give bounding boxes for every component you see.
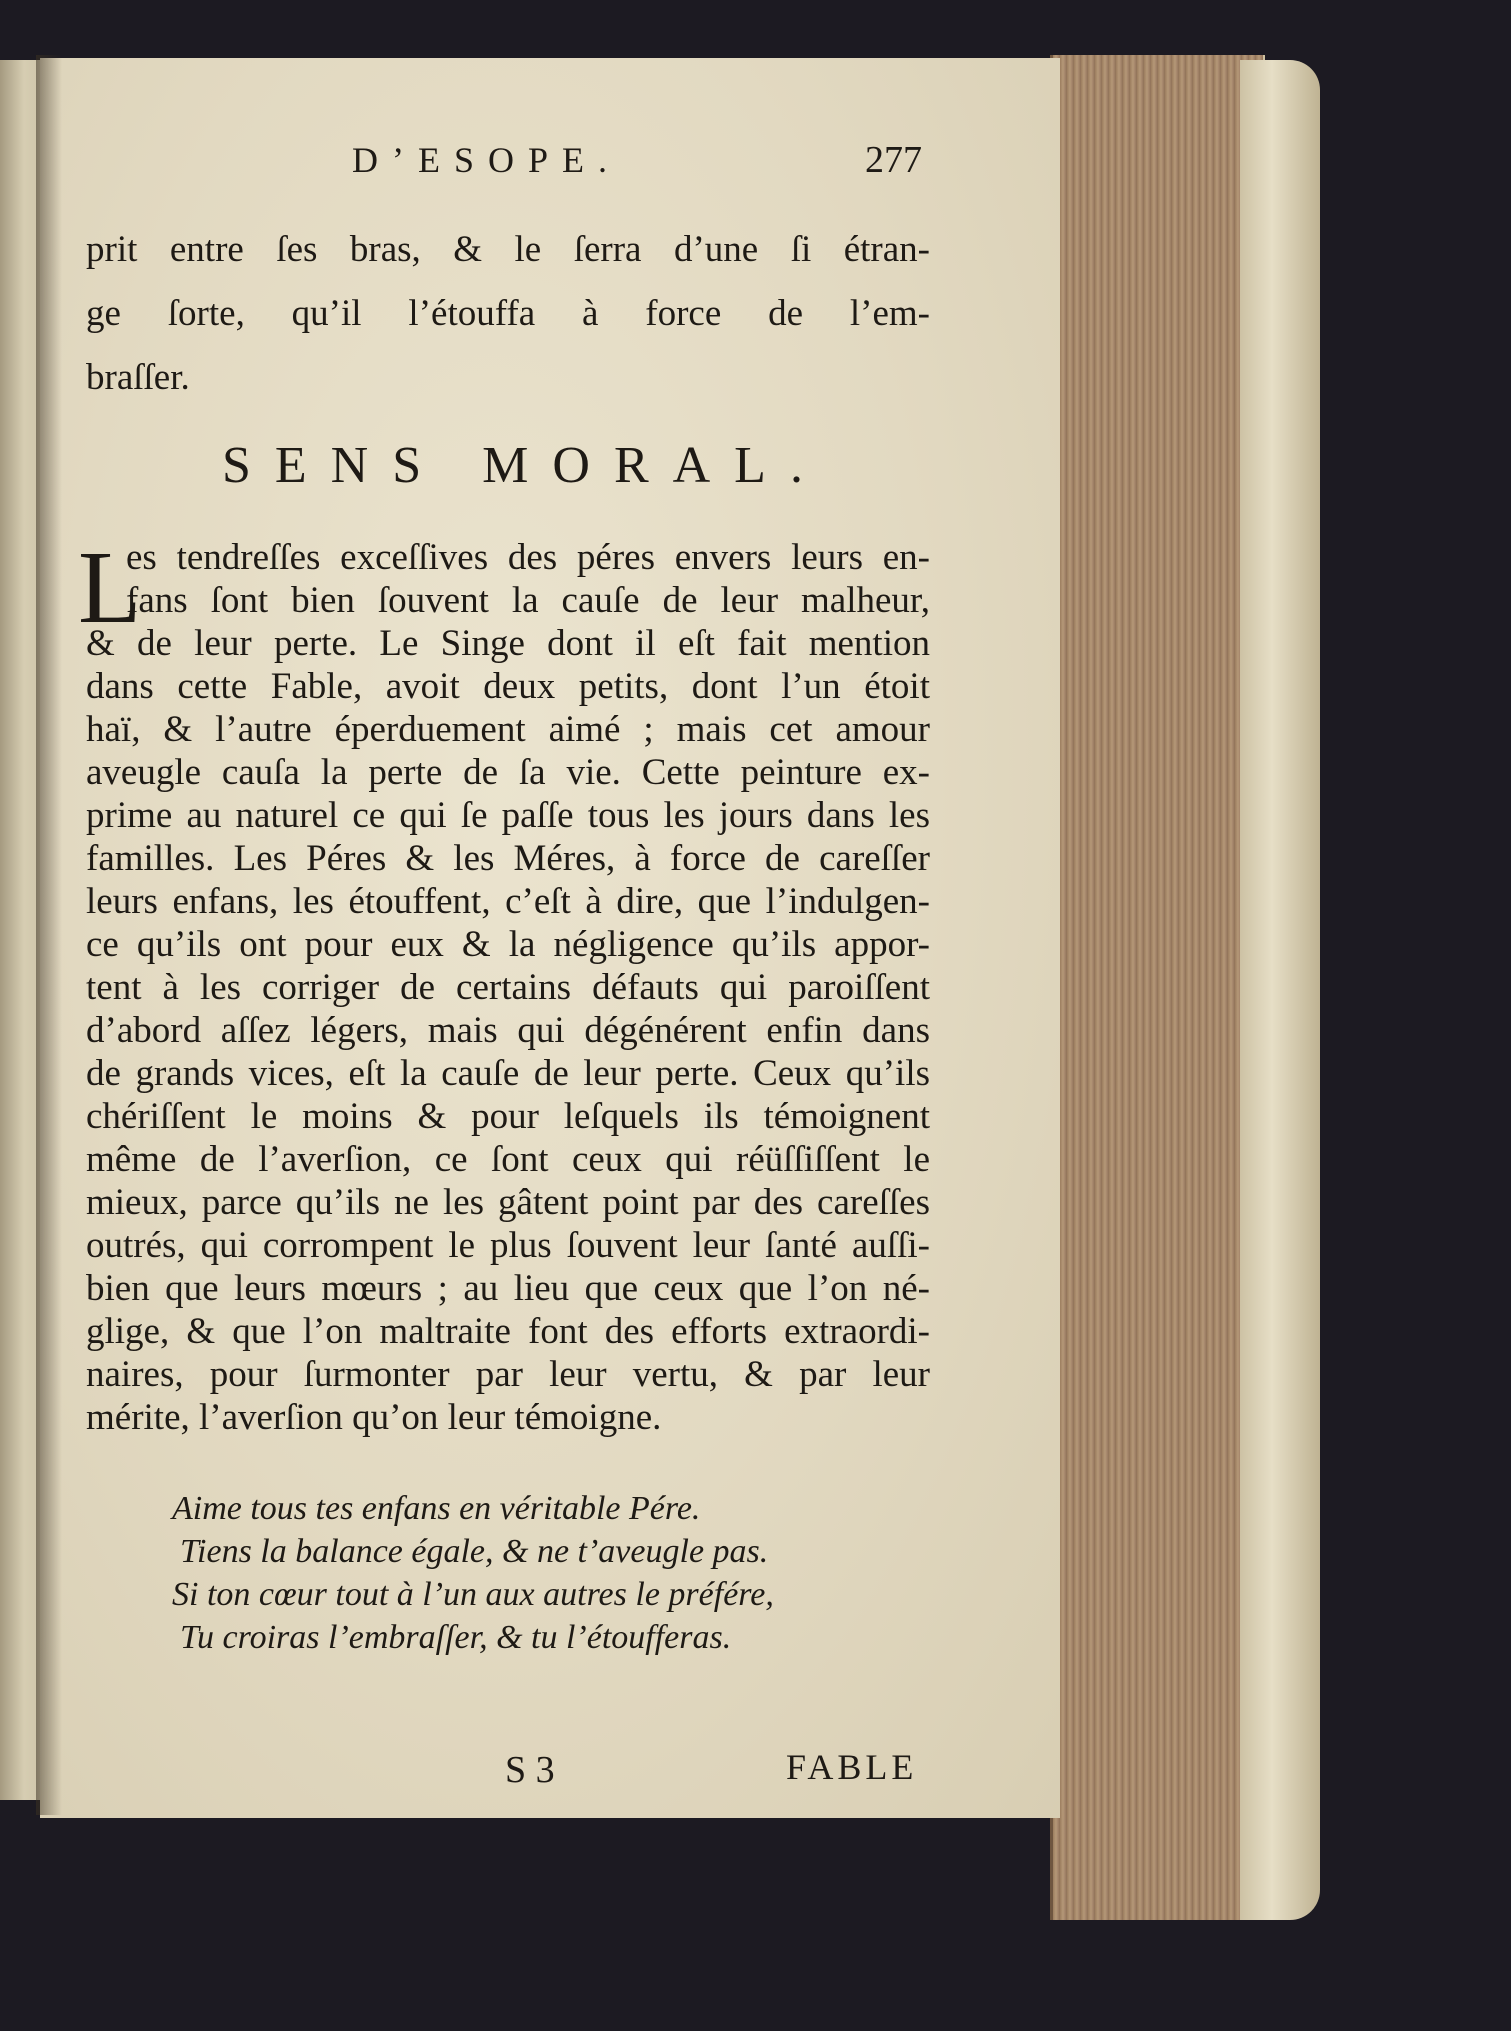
- running-head: D’ESOPE.: [352, 140, 622, 180]
- verse-line: Si ton cœur tout à l’un aux autres le préfére,: [172, 1576, 774, 1613]
- text-line: mieux, parce qu’ils ne les gâtent point par des careſſes: [86, 1182, 930, 1223]
- text-line: tent à les corriger de certains défauts qui paroiſſent: [86, 967, 930, 1008]
- text-line: ce qu’ils ont pour eux & la négligence qu’ils appor-: [86, 924, 930, 965]
- text-line: glige, & que l’on maltraite font des efforts extraordi-: [86, 1311, 930, 1352]
- section-heading: SENS MORAL.: [222, 437, 827, 494]
- text-line: chériſſent le moins & pour leſquels ils témoignent: [86, 1096, 930, 1137]
- verse-line: Tiens la balance égale, & ne t’aveugle pas.: [180, 1533, 769, 1570]
- page-block-edges: [1050, 55, 1265, 1920]
- text-line: familles. Les Péres & les Méres, à force de careſſer: [86, 838, 930, 879]
- gutter-shadow: [36, 55, 62, 1815]
- text-line: es tendreſſes exceſſives des péres envers leurs en-: [126, 537, 930, 578]
- verse-line: Aime tous tes enfans en véritable Pére.: [172, 1490, 701, 1527]
- parchment-binding: [1240, 60, 1320, 1920]
- verse-line: Tu croiras l’embraſſer, & tu l’étoufferas.: [180, 1619, 732, 1656]
- catchword: FABLE: [786, 1747, 918, 1787]
- text-line: mérite, l’averſion qu’on leur témoigne.: [86, 1397, 662, 1438]
- page-number: 277: [865, 139, 922, 181]
- text-line: de grands vices, eſt la cauſe de leur perte. Ceux qu’ils: [86, 1053, 930, 1094]
- text-line: braſſer.: [86, 357, 190, 398]
- text-line: & de leur perte. Le Singe dont il eſt fait mention: [86, 623, 930, 664]
- text-line: même de l’averſion, ce ſont ceux qui réüſſiſſent le: [86, 1139, 930, 1180]
- signature-mark: S 3: [505, 1749, 555, 1791]
- text-line: prit entre ſes bras, & le ſerra d’une ſi étran-: [86, 229, 930, 270]
- text-line: prime au naturel ce qui ſe paſſe tous les jours dans les: [86, 795, 930, 836]
- text-line: dans cette Fable, avoit deux petits, dont l’un étoit: [86, 666, 930, 707]
- text-line: leurs enfans, les étouffent, c’eſt à dire, que l’indulgen-: [86, 881, 930, 922]
- running-header: [352, 138, 922, 188]
- text-line: fans ſont bien ſouvent la cauſe de leur malheur,: [126, 580, 930, 621]
- text-line: naires, pour ſurmonter par leur vertu, & par leur: [86, 1354, 930, 1395]
- text-line: d’abord aſſez légers, mais qui dégénérent enfin dans: [86, 1010, 930, 1051]
- text-line: ge ſorte, qu’il l’étouffa à force de l’em-: [86, 293, 930, 334]
- text-line: outrés, qui corrompent le plus ſouvent leur ſanté auſſi-: [86, 1225, 930, 1266]
- text-line: bien que leurs mœurs ; au lieu que ceux que l’on né-: [86, 1268, 930, 1309]
- drop-cap: L: [78, 530, 142, 645]
- text-line: haï, & l’autre éperduement aimé ; mais cet amour: [86, 709, 930, 750]
- text-line: aveugle cauſa la perte de ſa vie. Cette peinture ex-: [86, 752, 930, 793]
